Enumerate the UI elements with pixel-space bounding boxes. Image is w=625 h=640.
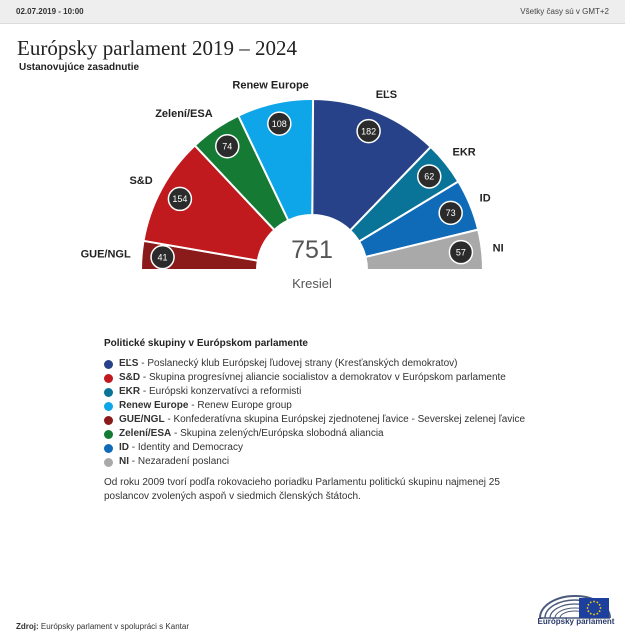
- legend-list: [104, 358, 574, 470]
- legend-desc: Nezaradení poslanci: [137, 456, 230, 467]
- legend-text: ID - Identity and Democracy: [119, 442, 243, 453]
- legend-dot-icon: [104, 360, 113, 369]
- party-label: Renew Europe: [232, 79, 309, 92]
- seat-count-label: 73: [445, 208, 456, 219]
- legend-abbr: GUE/NGL: [119, 414, 165, 425]
- legend-desc: Skupina zelených/Európska slobodná aliancia: [180, 428, 384, 439]
- legend-item: [104, 386, 574, 400]
- legend-item: [104, 372, 574, 386]
- date-stamp: 02.07.2019 - 10:00: [16, 7, 84, 16]
- source-line: [16, 622, 189, 631]
- legend-desc: Poslanecký klub Európskej ľudovej strany (Kresťanských demokratov): [147, 358, 458, 369]
- legend-dot-icon: [104, 444, 113, 453]
- party-label: ID: [479, 192, 491, 205]
- legend-text: Zelení/ESA - Skupina zelených/Európska slobodná aliancia: [119, 428, 384, 439]
- legend-title: Politické skupiny v Európskom parlamente: [104, 338, 308, 349]
- legend-desc: Európski konzervatívci a reformisti: [149, 386, 302, 397]
- timezone-note: Všetky časy sú v GMT+2: [520, 7, 609, 16]
- legend-dot-icon: [104, 458, 113, 467]
- ep-logo-text: Európsky parlament: [537, 617, 615, 626]
- legend-desc: Konfederatívna skupina Európskej zjednotenej ľavice - Severskej zelenej ľavice: [173, 414, 526, 425]
- legend-text: EĽS - Poslanecký klub Európskej ľudovej strany (Kresťanských demokratov): [119, 358, 458, 369]
- legend-abbr: ID: [119, 442, 129, 453]
- legend-text: EKR - Európski konzervatívci a reformisti: [119, 386, 302, 397]
- party-label: EKR: [452, 146, 476, 159]
- legend-dot-icon: [104, 388, 113, 397]
- legend-item: [104, 414, 574, 428]
- legend-item: [104, 442, 574, 456]
- legend-abbr: EĽS: [119, 358, 139, 369]
- seat-count-label: 57: [455, 247, 466, 258]
- seat-count-label: 108: [271, 118, 287, 129]
- legend-text: Renew Europe - Renew Europe group: [119, 400, 292, 411]
- legend-text: NI - Nezaradení poslanci: [119, 456, 230, 467]
- legend-abbr: Zelení/ESA: [119, 428, 172, 439]
- seat-total-label: Kresiel: [292, 276, 332, 291]
- legend-item: [104, 428, 574, 442]
- seat-count-label: 41: [157, 252, 168, 263]
- legend-desc: Identity and Democracy: [137, 442, 243, 453]
- legend-text: GUE/NGL - Konfederatívna skupina Európskej zjednotenej ľavice - Severskej zelenej ľavice: [119, 414, 526, 425]
- legend-abbr: EKR: [119, 386, 141, 397]
- legend-abbr: Renew Europe: [119, 400, 189, 411]
- party-label: EĽS: [375, 89, 398, 102]
- source-label: Zdroj:: [16, 622, 39, 631]
- legend: [104, 338, 574, 470]
- legend-desc: Renew Europe group: [197, 400, 292, 411]
- footnote: Od roku 2009 tvorí podľa rokovacieho poriadku Parlamentu politickú skupinu najmenej 25 poslancov zvolených aspoň v siedmich členských štátoch.: [104, 477, 500, 502]
- legend-dot-icon: [104, 402, 113, 411]
- legend-dot-icon: [104, 416, 113, 425]
- seat-count-label: 154: [172, 194, 188, 205]
- legend-item: [104, 358, 574, 372]
- legend-dot-icon: [104, 374, 113, 383]
- seat-count-label: 74: [222, 141, 233, 152]
- legend-dot-icon: [104, 430, 113, 439]
- legend-item: [104, 456, 574, 470]
- source-text: Európsky parlament v spolupráci s Kantar: [40, 622, 189, 631]
- party-label: GUE/NGL: [80, 248, 131, 261]
- party-label: S&D: [129, 174, 153, 187]
- legend-text: S&D - Skupina progresívnej aliancie socialistov a demokratov v Európskom parlamente: [119, 372, 506, 383]
- party-label: Zelení/ESA: [155, 108, 213, 121]
- chart-subtitle: Ustanovujúce zasadnutie: [19, 62, 140, 73]
- seat-count-label: 62: [424, 171, 435, 182]
- legend-desc: Skupina progresívnej aliancie socialistov a demokratov v Európskom parlamente: [149, 372, 506, 383]
- legend-abbr: S&D: [119, 372, 141, 383]
- legend-abbr: NI: [119, 456, 129, 467]
- legend-item: [104, 400, 574, 414]
- seat-total: 751: [291, 236, 333, 264]
- chart-title: Európsky parlament 2019 – 2024: [17, 36, 297, 60]
- seat-count-label: 182: [361, 126, 377, 137]
- party-label: NI: [492, 242, 504, 255]
